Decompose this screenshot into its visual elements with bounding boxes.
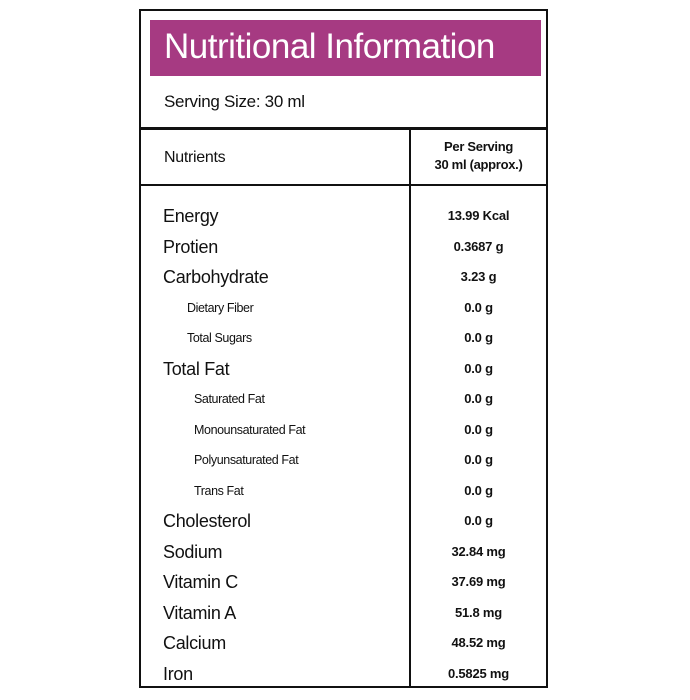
nutrient-value: 0.0 g <box>464 421 493 437</box>
nutrient-value: 13.99 Kcal <box>447 208 510 223</box>
nutrient-value: 0.5825 mg <box>447 665 510 681</box>
table-row <box>141 415 546 445</box>
nutrient-value: 0.0 g <box>464 299 493 315</box>
table-row <box>141 567 546 597</box>
header-per-serving <box>411 138 546 174</box>
nutrient-value: 0.0 g <box>464 482 493 498</box>
header-per-serving-line2: 30 ml (approx.) <box>434 157 523 172</box>
nutrient-value: 0.3687 g <box>453 238 504 254</box>
nutrient-name: Vitamin C <box>163 572 238 592</box>
table-row <box>141 628 546 658</box>
nutrient-name: Energy <box>163 206 219 226</box>
table-row <box>141 232 546 262</box>
nutrient-value: 0.0 g <box>464 360 493 376</box>
nutrient-value: 0.0 g <box>464 391 493 406</box>
nutrient-name: Dietary Fiber <box>187 300 254 315</box>
table-row <box>141 537 546 567</box>
table-row <box>141 262 546 292</box>
nutrient-value: 32.84 mg <box>451 543 506 559</box>
nutrient-value: 0.0 g <box>464 330 493 345</box>
nutrition-panel <box>139 9 548 688</box>
nutrient-name: Carbohydrate <box>163 267 269 287</box>
table-row <box>141 506 546 536</box>
nutrient-name: Cholesterol <box>163 511 251 531</box>
table-row <box>141 354 546 384</box>
table-row <box>141 323 546 353</box>
nutrient-name: Trans Fat <box>194 483 244 498</box>
nutrient-name: Total Sugars <box>187 331 252 345</box>
table-row <box>141 659 546 689</box>
table-row <box>141 598 546 628</box>
title-banner <box>150 20 541 76</box>
nutrient-value: 51.8 mg <box>454 604 502 620</box>
table-row <box>141 476 546 506</box>
divider-header <box>141 184 546 186</box>
nutrient-value: 48.52 mg <box>451 635 506 650</box>
nutrient-value: 3.23 g <box>460 269 497 284</box>
table-row <box>141 293 546 323</box>
nutrient-name: Total Fat <box>163 358 230 379</box>
nutrient-value: 0.0 g <box>464 513 493 528</box>
nutrient-value: 37.69 mg <box>451 574 506 589</box>
table-row <box>141 445 546 475</box>
serving-size: Serving Size: 30 ml <box>164 92 305 111</box>
nutrient-name: Iron <box>163 663 193 684</box>
nutrient-name: Sodium <box>163 541 223 562</box>
nutrient-name: Polyunsaturated Fat <box>194 453 299 467</box>
table-header <box>141 130 546 184</box>
header-per-serving-line1: Per Serving <box>444 139 513 154</box>
nutrient-name: Calcium <box>163 633 226 653</box>
nutrient-name: Saturated Fat <box>194 392 265 406</box>
nutrient-name: Monounsaturated Fat <box>194 422 306 437</box>
header-nutrients: Nutrients <box>164 149 226 166</box>
panel-title: Nutritional Information <box>164 27 495 66</box>
table-row <box>141 201 546 231</box>
nutrient-value: 0.0 g <box>464 452 493 467</box>
nutrient-name: Vitamin A <box>163 602 237 623</box>
table-row <box>141 384 546 414</box>
nutrient-name: Protien <box>163 236 218 257</box>
